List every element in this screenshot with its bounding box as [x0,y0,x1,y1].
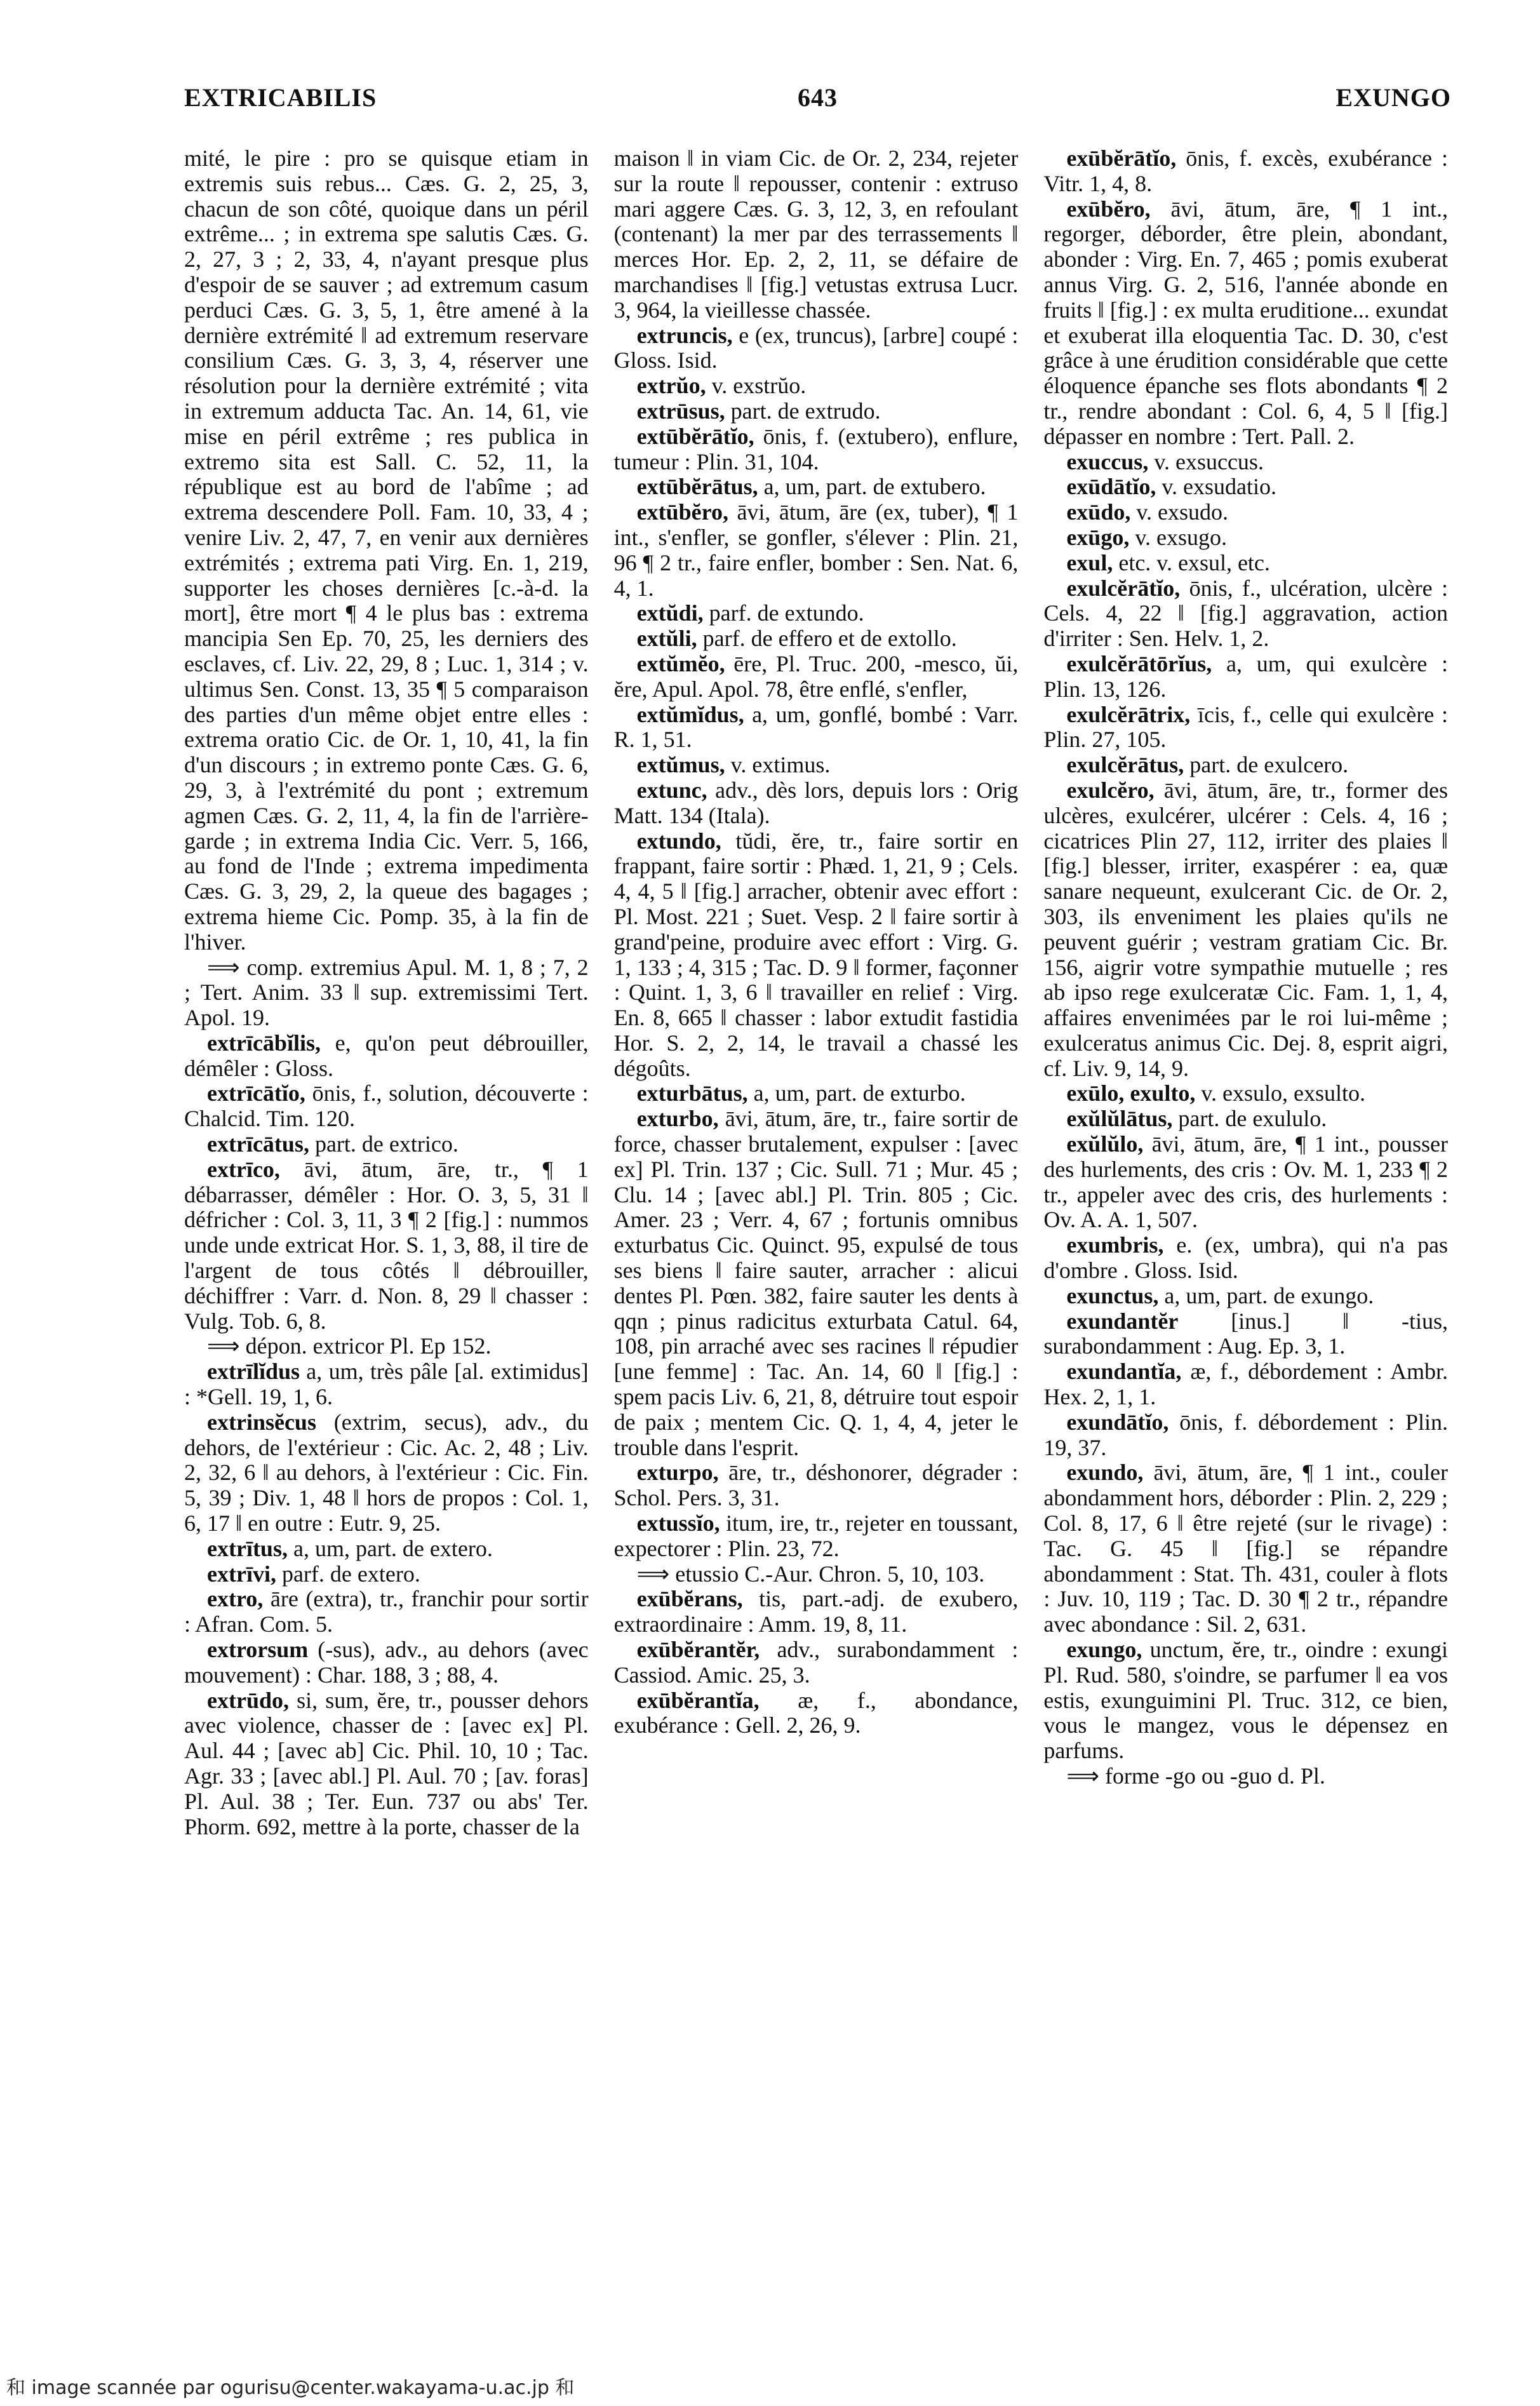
dictionary-entry [184,1334,589,1359]
entry-definition: tis, part.-adj. de exubero, extraordinaire : Amm. 19, 8, 11. [613,1586,1019,1637]
dictionary-entry [184,1132,589,1157]
header-first-headword: EXTRICABILIS [184,83,377,112]
entry-headword: exūdātĭo, [1066,474,1156,500]
entry-headword: extrīcābĭlis, [207,1030,321,1056]
dictionary-entry [1043,652,1448,702]
entry-definition: a, um, part. de exturbo. [747,1080,966,1106]
column-middle [614,146,1019,2306]
entry-headword: extunc, [636,777,707,803]
entry-definition: a, um, part. de exungo. [1158,1282,1374,1308]
entry-headword: extrūsus, [636,398,725,424]
entry-headword: exulcĕrātus, [1066,752,1184,778]
entry-definition: āvi, ātum, āre, tr., ¶ 1 débarrasser, démêler : Hor. O. 3, 5, 31 ‖ défricher : Col. 3, 11, 3 ¶ 2 [fig.] : nummos unde unde extricat Hor. S. 1, 3, 88, il tire de l'argent de tous côtés ‖ débrouiller, déchiffrer : Varr. d. Non. 8, 29 ‖ chasser : Vulg. Tob. 6, 8. [184,1156,589,1334]
entry-headword: extŭli, [636,626,697,652]
entry-headword: exuccus, [1066,448,1149,474]
entry-definition: si, sum, ĕre, tr., pousser dehors avec violence, chasser de : [avec ex] Pl. Aul. 44 ; [avec ab] Cic. Phil. 10, 10 ; Tac. Agr. 33 ; [avec abl.] Pl. Aul. 70 ; [av. foras] Pl. Aul. 38 ; Ter. Eun. 737 ou abs' Ter. Phorm. 692, mettre à la porte, chasser de la [184,1687,589,1839]
dictionary-entry [1043,1106,1448,1132]
entry-headword: extro, [207,1586,264,1612]
entry-headword: exŭlŭlātus, [1066,1106,1173,1132]
dictionary-entry [184,1562,589,1587]
entry-definition: (extrim, secus), adv., du dehors, de l'extérieur : Cic. Ac. 2, 48 ; Liv. 2, 32, 6 ‖ au dehors, à l'extérieur : Cic. Fin. 5, 39 ; Div. 1, 48 ‖ hors de propos : Col. 1, 6, 17 ‖ en outre : Eutr. 9, 25. [184,1409,589,1536]
dictionary-entry [184,1157,589,1334]
entry-definition: āvi, ātum, āre (ex, tuber), ¶ 1 int., s'enfler, se gonfler, s'élever : Plin. 21, 96 ¶ 2 tr., faire enfler, bomber : Sen. Nat. 6, 4, 1. [613,499,1019,601]
entry-headword: extūbĕrātus, [636,474,758,500]
entry-definition: ⟹ etussio C.-Aur. Chron. 5, 10, 103. [636,1561,985,1587]
dictionary-entry [614,1511,1019,1562]
dictionary-entry [1043,525,1448,551]
entry-definition: unctum, ĕre, tr., oindre : exungi Pl. Rud. 580, s'oindre, se parfumer ‖ ea vos estis, exunguimini Pl. Truc. 312, ce bien, vous le mangez, vous le dépensez en parfums. [1043,1637,1448,1764]
entry-headword: exulcĕrātrix, [1066,701,1191,727]
dictionary-entry [614,601,1019,626]
entry-headword: exulcĕro, [1066,777,1155,803]
entry-headword: exūbĕrans, [636,1586,743,1612]
page-number: 643 [798,83,838,112]
scan-credit: 和 image scannée par ogurisu@center.wakayama-u.ac.jp 和 [6,2377,575,2399]
dictionary-entry [184,1081,589,1132]
entry-definition: ōnis, f. débordement : Plin. 19, 37. [1043,1409,1448,1460]
entry-definition: āre (extra), tr., franchir pour sortir : Afran. Com. 5. [184,1586,589,1637]
entry-headword: exūbĕrantĭa, [636,1687,760,1713]
dictionary-entry [1043,500,1448,525]
dictionary-entry [184,1637,589,1688]
dictionary-entry [1043,197,1448,450]
dictionary-entry [614,373,1019,399]
entry-definition: itum, ire, tr., rejeter en toussant, expectorer : Plin. 23, 72. [613,1510,1019,1561]
entry-headword: extrītus, [207,1535,288,1561]
dictionary-entry [1043,1081,1448,1106]
entry-definition: parf. de effero et de extollo. [697,626,957,652]
entry-definition: āre, tr., déshonorer, dégrader : Schol. Pers. 3, 31. [613,1460,1019,1511]
entry-definition: adv., surabondamment : Cassiod. Amic. 25, 3. [613,1637,1019,1688]
entry-definition: a, um, très pâle [al. extimidus] : *Gell. 19, 1, 6. [184,1359,589,1410]
entry-headword: extrīcātus, [207,1131,309,1157]
dictionary-entry [1043,1764,1448,1789]
entry-headword: exundantĕr [1066,1308,1179,1334]
dictionary-entry [184,955,589,1031]
entry-headword: exulcĕrātĭo, [1066,575,1181,601]
dictionary-entry [1043,474,1448,500]
dictionary-entry [1043,1637,1448,1764]
entry-definition: part. de exulcero. [1184,752,1349,778]
entry-definition: v. exsulo, exsulto. [1195,1080,1365,1106]
dictionary-entry [614,474,1019,500]
dictionary-entry [1043,146,1448,197]
dictionary-entry [1043,1284,1448,1309]
dictionary-entry [614,1106,1019,1460]
dictionary-entry [184,146,589,955]
entry-headword: exulcĕrātōrĭus, [1066,650,1212,676]
entry-headword: extrorsum [207,1637,309,1663]
entry-definition: a, um, part. de extubero. [758,474,986,500]
dictionary-entry [1043,778,1448,1082]
entry-definition: a, um, qui exulcère : Plin. 13, 126. [1043,650,1448,702]
entry-headword: exūbĕrātĭo, [1066,146,1177,171]
dictionary-entry [614,1460,1019,1511]
entry-definition: ōnis, f., ulcération, ulcère : Cels. 4, 22 ‖ [fig.] aggravation, action d'irriter : Sen. Helv. 1, 2. [1043,575,1448,652]
dictionary-entry [184,1410,589,1536]
dictionary-entry [1043,702,1448,753]
entry-definition: v. exstrŭo. [706,373,807,399]
entry-headword: extŭmĕo, [636,650,725,676]
dictionary-entry [1043,1309,1448,1360]
entry-definition: v. extimus. [725,752,831,778]
dictionary-entry [1043,450,1448,475]
dictionary-entry [1043,551,1448,576]
dictionary-entry [614,323,1019,374]
column-right [1043,146,1448,2306]
entry-definition: parf. de extundo. [703,600,864,626]
dictionary-entry [1043,1132,1448,1233]
entry-headword: extūbĕro, [636,499,728,525]
entry-headword: extrīcātĭo, [207,1080,305,1106]
entry-definition: āvi, ātum, āre, tr., faire sortir de force, chasser brutalement, expulser : [avec ex] Pl. Trin. 137 ; Cic. Sull. 71 ; Mur. 45 ; Clu. 14 ; [avec abl.] Pl. Trin. 805 ; Cic. Amer. 23 ; Verr. 4, 67 ; fortunis omnibus exturbatus Cic. Quinct. 95, expulsé de tous ses biens ‖ faire sauter, arracher : alicui dentes Pl. Pœn. 382, faire sauter les dents à qqn ; pinus radicitus exturbata Catul. 64, 108, pin arraché avec ses racines ‖ répudier [une femme] : Tac. An. 14, 60 ‖ [fig.] : spem pacis Liv. 6, 21, 8, détruire tout espoir de paix ; mentem Cic. Q. 1, 4, 4, jeter le trouble dans l'esprit. [613,1106,1019,1460]
dictionary-entry [614,702,1019,753]
entry-definition: etc. v. exsul, etc. [1113,549,1270,575]
entry-definition: part. de extrudo. [725,398,881,424]
entry-definition: a, um, part. de extero. [287,1535,493,1561]
entry-definition: e. (ex, umbra), qui n'a pas d'ombre . Gloss. Isid. [1043,1232,1448,1284]
entry-headword: extundo, [636,828,721,854]
dictionary-entry [184,1536,589,1562]
entry-headword: exunctus, [1066,1282,1159,1308]
dictionary-entry [184,1587,589,1637]
page-header [184,83,1451,133]
entry-definition: e (ex, truncus), [arbre] coupé : Gloss. Isid. [613,322,1019,373]
entry-definition: adv., dès lors, depuis lors : Orig Matt. 134 (Itala). [613,777,1019,828]
dictionary-entry [184,1688,589,1840]
entry-definition: part. de exululo. [1172,1106,1327,1132]
entry-headword: extrīco, [207,1156,280,1182]
dictionary-entry [614,652,1019,702]
entry-headword: exūgo, [1066,524,1130,550]
entry-headword: exūdo, [1066,499,1131,525]
entry-headword: extrīlĭdus [207,1359,300,1385]
entry-definition: ⟹ forme -go ou -guo d. Pl. [1066,1763,1325,1789]
entry-headword: extūbĕrātĭo, [636,423,754,449]
dictionary-entry [614,778,1019,829]
dictionary-entry [614,829,1019,1082]
entry-headword: extŭmĭdus, [636,701,744,727]
entry-headword: exturbātus, [636,1080,748,1106]
entry-definition: e, qu'on peut débrouiller, démêler : Gloss. [184,1030,589,1081]
dictionary-entry [1043,576,1448,652]
entry-definition: parf. de extero. [276,1561,420,1587]
dictionary-entry [614,626,1019,652]
entry-definition: āvi, ātum, āre, tr., former des ulcères, exulcérer, ulcérer : Cels. 4, 16 ; cicatrices Plin 27, 112, irriter des plaies ‖ [fig.] blesser, irriter, exaspérer : ea, quæ sanare nequeunt, exulcerant Cic. de Or. 2, 303, ils enveniment les plaies qu'ils ne peuvent guérir ; vestram gratiam Cic. Br. 156, aigrir votre sympathie mutuelle ; res ab ipso rege exulceratæ Cic. Fam. 1, 1, 4, affaires envenimées par le roi lui-même ; exulceratus animus Cic. Dej. 8, esprit aigri, cf. Liv. 9, 14, 9. [1043,777,1448,1081]
entry-definition: āvi, ātum, āre, ¶ 1 int., couler abondamment hors, déborder : Plin. 2, 229 ; Col. 8, 17, 6 ‖ être rejeté (sur le rivage) : Tac. G. 45 ‖ [fig.] se répandre abondamment : Stat. Th. 431, couler à flots : Juv. 10, 119 ; Tac. D. 30 ¶ 2 tr., répandre avec abondance : Sil. 2, 631. [1043,1460,1448,1637]
dictionary-entry [614,500,1019,601]
entry-definition: ēre, Pl. Truc. 200, -mesco, ŭi, ĕre, Apul. Apol. 78, être enflé, s'enfler, [613,650,1019,702]
entry-headword: exundo, [1066,1460,1144,1486]
dictionary-entry [614,1637,1019,1688]
entry-headword: exundantĭa, [1066,1359,1182,1385]
dictionary-entry [1043,1233,1448,1284]
entry-definition: mité, le pire : pro se quisque etiam in extremis suis rebus... Cæs. G. 2, 25, 3, chacun de son côté, quoique dans un péril extrême... ; in extrema spe salutis Cæs. G. 2, 27, 3 ; 2, 33, 4, n'ayant presque plus d'espoir de se sauver ; ad extremum casum perduci Cæs. G. 3, 5, 1, être amené à la dernière extrémité ‖ ad extremum reservare consilium Cæs. G. 3, 3, 4, réserver une résolution pour la dernière extrémité ; vita in extremum adducta Tac. An. 14, 61, vie mise en péril extrême ; res publica in extremo sita est Sall. C. 52, 11, la république est au bord de l'abîme ; ad extrema descendere Poll. Fam. 10, 33, 4 ; venire Liv. 2, 47, 7, en venir aux dernières extrémités ; extrema pati Virg. En. 1, 219, supporter les choses dernières [c.-à-d. la mort], être mort ¶ 4 le plus bas : extrema mancipia Sen Ep. 70, 25, les derniers des esclaves, cf. Liv. 22, 29, 8 ; Luc. 1, 314 ; v. ultimus Sen. Const. 13, 35 ¶ 5 comparaison des parties d'un même objet entre elles : extrema oratio Cic. de Or. 1, 10, 41, la fin d'un discours ; in extremo ponte Cæs. G. 6, 29, 3, à l'extrémité du pont ; extremum agmen Cæs. G. 2, 11, 4, la fin de l'arrière-garde ; in extrema India Cic. Verr. 5, 166, au fond de l'Inde ; extrema impedimenta Cæs. G. 3, 29, 2, la queue des bagages ; extrema hieme Cic. Pomp. 35, à la fin de l'hiver. [184,146,589,955]
entry-headword: extŭmus, [636,752,725,778]
entry-headword: extrinsĕcus [207,1409,316,1435]
entry-headword: exūbĕro, [1066,196,1151,222]
entry-headword: extrīvi, [207,1561,276,1587]
entry-headword: extŭdi, [636,600,704,626]
dictionary-entry [1043,753,1448,778]
entry-headword: exundātĭo, [1066,1409,1169,1435]
entry-definition: ⟹ comp. extremius Apul. M. 1, 8 ; 7, 2 ; Tert. Anim. 33 ‖ sup. extremissimi Tert. Apol. 19. [184,954,589,1031]
column-left [184,146,589,2306]
entry-definition: ōnis, f., solution, découverte : Chalcid. Tim. 120. [184,1080,589,1132]
entry-headword: exūlo, exulto, [1066,1080,1196,1106]
dictionary-entry [184,1359,589,1410]
entry-definition: æ, f., abondance, exubérance : Gell. 2, 26, 9. [613,1687,1019,1738]
dictionary-entry [614,399,1019,424]
entry-definition: part. de extrico. [309,1131,459,1157]
entry-headword: exungo, [1066,1637,1142,1663]
entry-headword: extrūdo, [207,1687,289,1713]
header-last-headword: EXUNGO [1336,83,1451,112]
dictionary-entry [614,1587,1019,1637]
entry-definition: ⟹ dépon. extricor Pl. Ep 152. [207,1333,492,1359]
entry-definition: [inus.] ‖ -tius, surabondamment : Aug. Ep. 3, 1. [1043,1308,1448,1359]
entry-definition: āvi, ātum, āre, ¶ 1 int., pousser des hurlements, des cris : Ov. M. 1, 233 ¶ 2 tr., appeler avec des cris, des hurlements : Ov. A. A. 1, 507. [1043,1131,1448,1233]
dictionary-columns [184,146,1448,2306]
entry-headword: exul, [1066,549,1113,575]
entry-definition: tŭdi, ĕre, tr., faire sortir en frappant, faire sortir : Phæd. 1, 21, 9 ; Cels. 4, 4, 5 ‖ [fig.] arracher, obtenir avec effort : Pl. Most. 221 ; Suet. Vesp. 2 ‖ faire sortir à grand'peine, produire avec effort : Virg. G. 1, 133 ; 4, 315 ; Tac. D. 9 ‖ former, façonner : Quint. 1, 3, 6 ‖ travailler en relief : Virg. En. 8, 665 ‖ chasser : labor extudit fastidia Hor. S. 2, 2, 14, le travail a chassé les dégoûts. [613,828,1019,1081]
entry-headword: exŭlŭlo, [1066,1131,1144,1157]
entry-definition: (-sus), adv., au dehors (avec mouvement) : Char. 188, 3 ; 88, 4. [184,1637,589,1688]
dictionary-entry [614,753,1019,778]
entry-definition: īcis, f., celle qui exulcère : Plin. 27, 105. [1043,701,1448,753]
dictionary-entry [614,1081,1019,1106]
dictionary-entry [614,424,1019,475]
entry-definition: a, um, gonflé, bombé : Varr. R. 1, 51. [613,701,1019,753]
entry-definition: āvi, ātum, āre, ¶ 1 int., regorger, déborder, être plein, abondant, abonder : Virg. En. 7, 465 ; pomis exuberat annus Virg. G. 2, 516, l'année abonde en fruits ‖ [fig.] : ex multa eruditione... exundat et exuberat illa eloquentia Tac. D. 30, c'est grâce à une érudition considérable que cette éloquence épanche ses flots abondants ¶ 2 tr., rendre abondant : Col. 6, 4, 5 ‖ [fig.] dépasser en nombre : Tert. Pall. 2. [1043,196,1448,449]
entry-headword: exumbris, [1066,1232,1164,1258]
entry-headword: exūbĕrantĕr, [636,1637,760,1663]
entry-headword: extussĭo, [636,1510,720,1536]
entry-definition: v. exsudatio. [1156,474,1276,500]
entry-headword: extrŭo, [636,373,706,399]
dictionary-entry [184,1031,589,1082]
dictionary-entry [614,1562,1019,1587]
entry-definition: v. exsudo. [1130,499,1229,525]
dictionary-entry [1043,1359,1448,1410]
entry-headword: exturpo, [636,1460,719,1486]
entry-definition: v. exsugo. [1129,524,1227,550]
dictionary-entry [1043,1460,1448,1637]
dictionary-entry [614,146,1019,323]
entry-definition: ōnis, f. (extubero), enflure, tumeur : Plin. 31, 104. [613,423,1019,474]
entry-headword: exturbo, [636,1106,719,1132]
entry-definition: maison ‖ in viam Cic. de Or. 2, 234, rejeter sur la route ‖ repousser, contenir : extruso mari aggere Cæs. G. 3, 12, 3, en refoulant (contenant) la mer par des terrassements ‖ merces Hor. Ep. 2, 2, 11, se défaire de marchandises ‖ [fig.] vetustas extrusa Lucr. 3, 964, la vieillesse chassée. [613,146,1019,323]
entry-definition: ōnis, f. excès, exubérance : Vitr. 1, 4, 8. [1043,146,1448,196]
entry-definition: v. exsuccus. [1148,448,1264,474]
dictionary-entry [1043,1410,1448,1461]
dictionary-entry [614,1688,1019,1739]
entry-headword: extruncis, [636,322,733,348]
entry-definition: æ, f., débordement : Ambr. Hex. 2, 1, 1. [1043,1359,1448,1410]
